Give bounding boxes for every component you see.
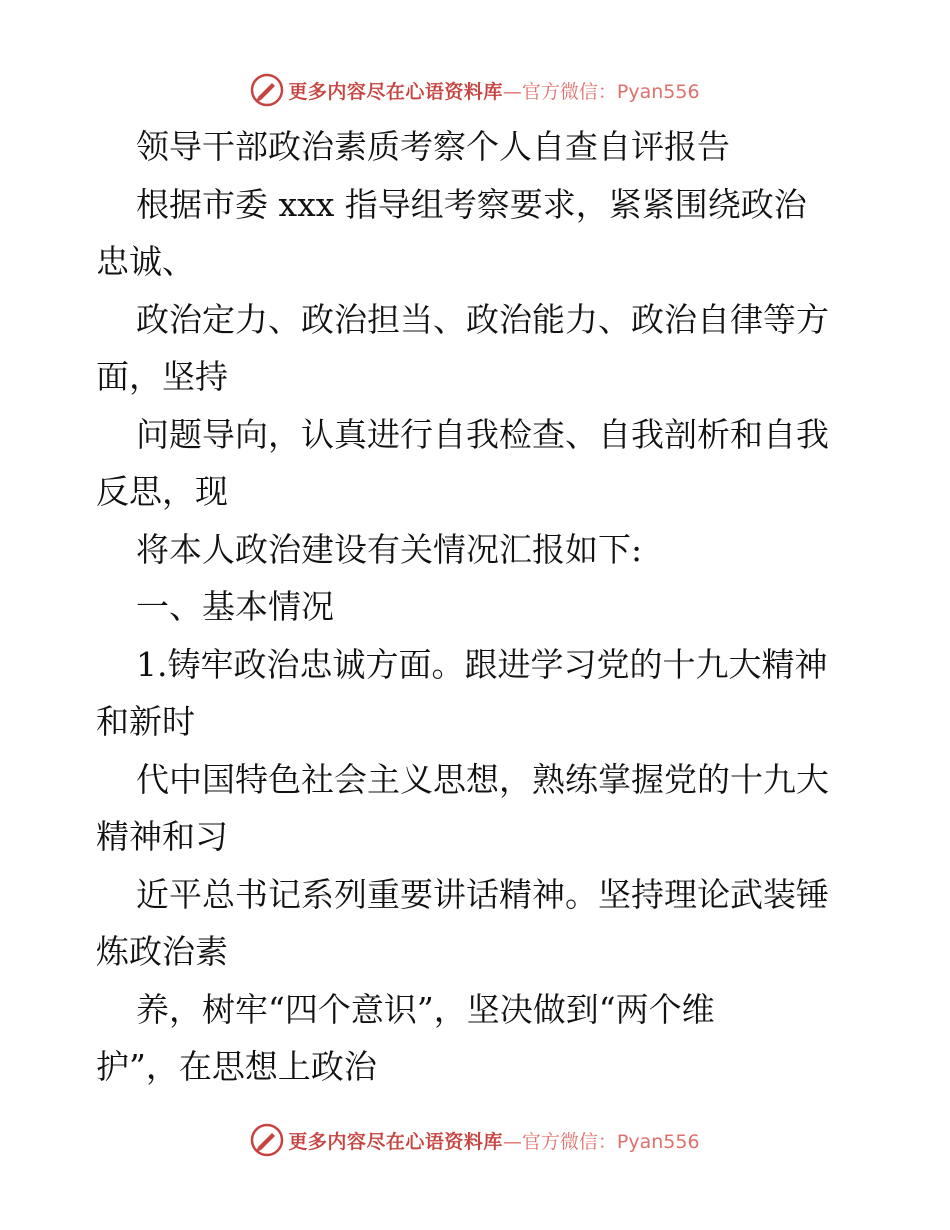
paragraph-line: 养，树牢“四个意识”，坚决做到“两个维 [136, 989, 715, 1029]
watermark-text: 更多内容尽在心语资料库 [288, 80, 503, 103]
header-watermark [0, 70, 950, 110]
watermark-wechat: —官方微信：Pyan556 [502, 1130, 700, 1153]
document-body [96, 118, 866, 1096]
paragraph-line: 忠诚、 [96, 242, 195, 281]
paragraph-line: 政治定力、政治担当、政治能力、政治自律等方 [136, 299, 829, 339]
paragraph-line: 精神和习 [96, 817, 228, 856]
paragraph-line: 将本人政治建设有关情况汇报如下: [136, 529, 643, 569]
paragraph-line: 问题导向，认真进行自我检查、自我剖析和自我 [136, 414, 829, 454]
title-line: 领导干部政治素质考察个人自查自评报告 [136, 127, 730, 166]
paragraph-line: 反思，现 [96, 472, 228, 511]
watermark-text: 更多内容尽在心语资料库 [288, 1130, 503, 1153]
watermark-wechat: —官方微信：Pyan556 [502, 80, 700, 103]
paragraph-line: 代中国特色社会主义思想，熟练掌握党的十九大 [136, 759, 829, 799]
paragraph-line: 近平总书记系列重要讲话精神。坚持理论武装锤 [136, 874, 829, 914]
pen-logo-icon [250, 1123, 284, 1157]
paragraph-line: 面，坚持 [96, 357, 228, 396]
paragraph-line: 1.铸牢政治忠诚方面。跟进学习党的十九大精神 [136, 644, 828, 684]
pen-logo-icon [250, 73, 284, 107]
paragraph-line: 和新时 [96, 702, 195, 741]
footer-watermark [0, 1120, 950, 1160]
paragraph-line: 根据市委 xxx 指导组考察要求，紧紧围绕政治 [136, 184, 807, 224]
paragraph-line: 护”，在思想上政治 [96, 1047, 377, 1086]
paragraph-line: 炼政治素 [96, 932, 228, 971]
section-heading: 一、基本情况 [136, 587, 334, 626]
